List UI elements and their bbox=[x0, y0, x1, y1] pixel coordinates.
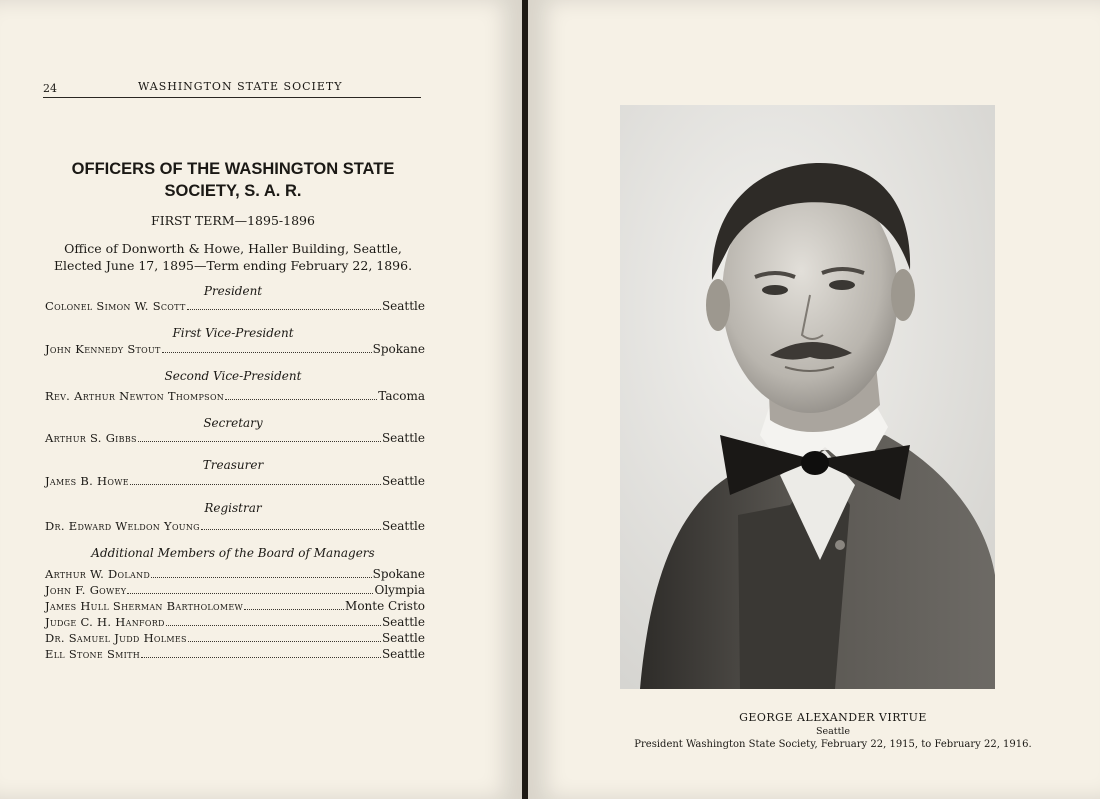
caption-name: GEORGE ALEXANDER VIRTUE bbox=[739, 711, 927, 724]
page-number: 24 bbox=[43, 82, 57, 95]
dot-leader bbox=[151, 576, 371, 578]
officer-row bbox=[45, 583, 425, 597]
role-heading: First Vice-President bbox=[172, 326, 294, 340]
left-page bbox=[0, 0, 522, 799]
running-head: WASHINGTON STATE SOCIETY bbox=[138, 80, 343, 93]
caption-term: President Washington State Society, February 22, 1915, to February 22, 1916. bbox=[634, 739, 1032, 750]
dot-leader bbox=[141, 656, 381, 658]
right-eye bbox=[829, 280, 855, 290]
dot-leader bbox=[130, 483, 381, 485]
officer-city: Spokane bbox=[372, 567, 425, 581]
officer-name: Arthur W. Doland bbox=[45, 567, 151, 581]
officer-city: Olympia bbox=[374, 583, 425, 597]
officer-row bbox=[45, 342, 425, 356]
officer-city: Seattle bbox=[381, 474, 425, 488]
role-heading: President bbox=[203, 284, 263, 298]
officer-name: John Kennedy Stout bbox=[45, 342, 161, 356]
dot-leader bbox=[188, 640, 381, 642]
officer-city: Seattle bbox=[381, 519, 425, 533]
officer-city: Seattle bbox=[381, 299, 425, 313]
right-page bbox=[528, 0, 1100, 799]
officer-name: Rev. Arthur Newton Thompson bbox=[45, 389, 225, 403]
role-heading: Additional Members of the Board of Managers bbox=[91, 546, 375, 560]
officer-city: Tacoma bbox=[378, 389, 425, 403]
left-eye bbox=[762, 285, 788, 295]
dot-leader bbox=[166, 624, 381, 626]
dot-leader bbox=[138, 440, 381, 442]
portrait-illustration bbox=[620, 105, 995, 689]
officer-city: Seattle bbox=[381, 615, 425, 629]
office-line-2: Elected June 17, 1895—Term ending February 22, 1896. bbox=[53, 258, 413, 273]
officer-name: Colonel Simon W. Scott bbox=[45, 299, 186, 313]
officer-row bbox=[45, 631, 425, 645]
dot-leader bbox=[225, 398, 377, 400]
officer-row bbox=[45, 519, 425, 533]
role-heading: Registrar bbox=[204, 501, 262, 515]
term-heading: FIRST TERM—1895-1896 bbox=[151, 213, 315, 228]
officer-name: James Hull Sherman Bartholomew bbox=[45, 599, 244, 613]
left-ear bbox=[706, 279, 730, 331]
dot-leader bbox=[127, 592, 373, 594]
lapel-pin bbox=[835, 540, 845, 550]
officer-name: Dr. Edward Weldon Young bbox=[45, 519, 200, 533]
right-ear bbox=[891, 269, 915, 321]
dot-leader bbox=[187, 308, 381, 310]
dot-leader bbox=[201, 528, 381, 530]
officer-row bbox=[45, 599, 425, 613]
role-heading: Secretary bbox=[203, 416, 263, 430]
officer-name: James B. Howe bbox=[45, 474, 129, 488]
officer-city: Monte Cristo bbox=[345, 599, 425, 613]
officer-row bbox=[45, 615, 425, 629]
officer-name: Arthur S. Gibbs bbox=[45, 431, 137, 445]
officer-name: Ell Stone Smith bbox=[45, 647, 140, 661]
role-heading: Second Vice-President bbox=[164, 369, 302, 383]
page-title bbox=[42, 158, 424, 202]
dot-leader bbox=[162, 351, 372, 353]
bow-tie-knot bbox=[801, 451, 829, 475]
officer-row bbox=[45, 474, 425, 488]
officer-row bbox=[45, 389, 425, 403]
officer-row bbox=[45, 647, 425, 661]
officer-row bbox=[45, 567, 425, 581]
officer-row bbox=[45, 431, 425, 445]
officer-city: Spokane bbox=[372, 342, 425, 356]
officer-name: Dr. Samuel Judd Holmes bbox=[45, 631, 187, 645]
role-heading: Treasurer bbox=[202, 458, 264, 472]
officer-row bbox=[45, 299, 425, 313]
caption-city: Seattle bbox=[815, 726, 851, 737]
officer-name: John F. Gowey bbox=[45, 583, 127, 597]
officer-city: Seattle bbox=[381, 631, 425, 645]
portrait-photo bbox=[620, 105, 995, 689]
officer-city: Seattle bbox=[381, 431, 425, 445]
title-line-2: SOCIETY, S. A. R. bbox=[164, 182, 302, 200]
dot-leader bbox=[244, 608, 344, 610]
title-line-1: OFFICERS OF THE WASHINGTON STATE bbox=[71, 160, 395, 178]
office-line-1: Office of Donworth & Howe, Haller Building, Seattle, bbox=[64, 241, 402, 256]
header-rule bbox=[43, 97, 421, 98]
officer-city: Seattle bbox=[381, 647, 425, 661]
officer-name: Judge C. H. Hanford bbox=[45, 615, 165, 629]
office-note bbox=[42, 240, 424, 274]
